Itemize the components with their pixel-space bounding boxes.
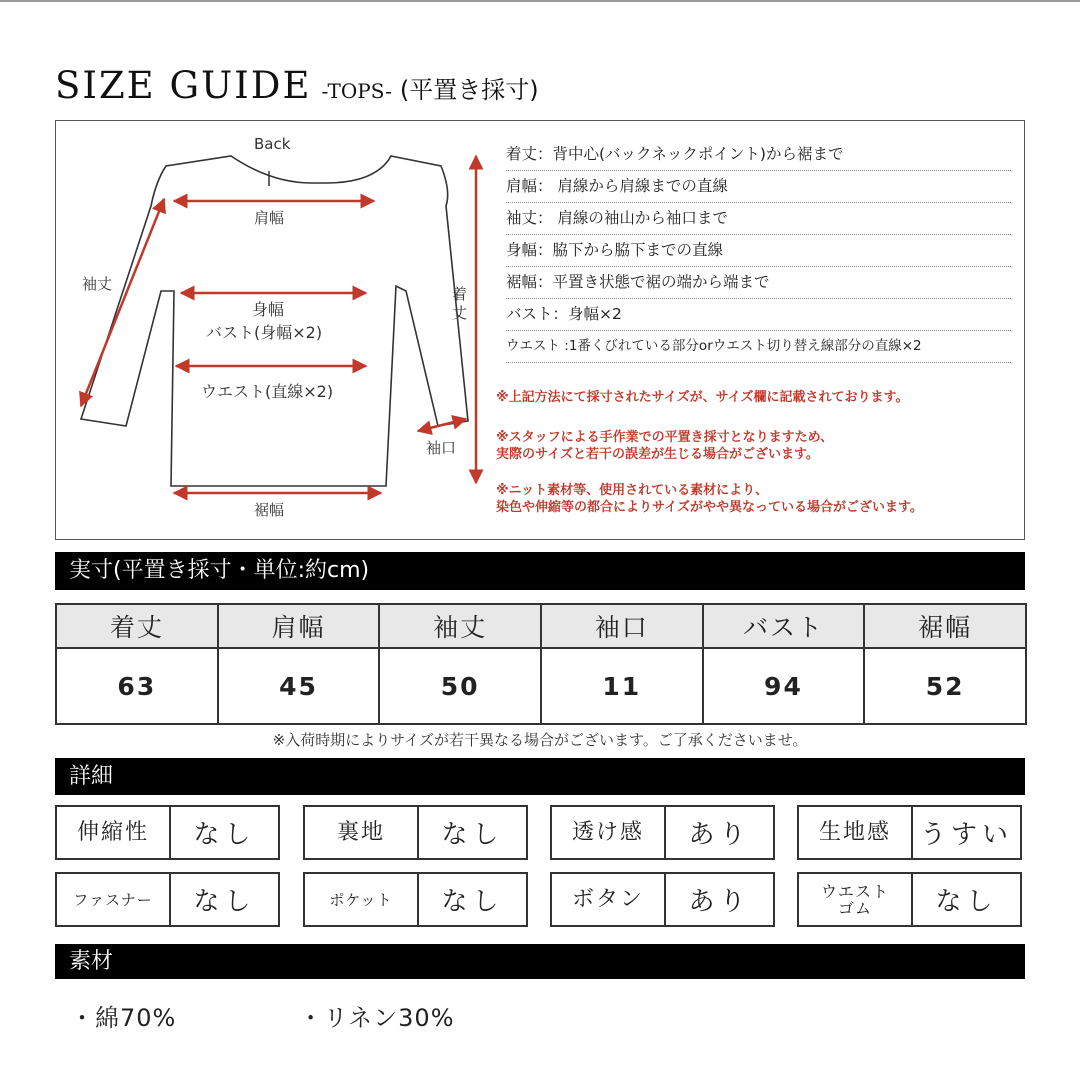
detail-value: あり: [688, 887, 751, 917]
materials-list: [70, 998, 455, 1033]
bust-label: バスト(身幅×2): [206, 323, 323, 342]
detail-cell: [797, 872, 1022, 927]
size-header: バスト: [703, 604, 865, 648]
size-header: 袖口: [541, 604, 703, 648]
material-item: ・リネン30%: [298, 1004, 455, 1032]
detail-label: ウエスト ゴム: [799, 874, 913, 925]
legend-item: 袖丈： 肩線の袖山から袖口まで: [506, 203, 1011, 235]
size-diagram-box: [55, 120, 1025, 540]
detail-label: ボタン: [552, 874, 666, 925]
sleeve-label: 袖丈: [82, 275, 113, 293]
detail-cell: [550, 805, 775, 860]
size-table-value-row: [56, 648, 1026, 724]
detail-value: なし: [935, 887, 998, 917]
materials-heading: 素材: [55, 944, 1025, 979]
size-value: 11: [541, 648, 703, 724]
length-label-2: 丈: [452, 304, 468, 322]
cuff-label: 袖口: [426, 439, 457, 457]
title-paren: (平置き採寸): [399, 76, 539, 104]
detail-label: 生地感: [799, 807, 913, 858]
title-main: SIZE GUIDE: [55, 64, 312, 107]
waist-label: ウエスト(直線×2): [201, 382, 334, 401]
page-title: [55, 64, 539, 107]
details-heading: 詳細: [55, 758, 1025, 795]
size-table: [55, 603, 1027, 725]
legend-item: 着丈：背中心(バックネックポイント)から裾まで: [506, 139, 1011, 171]
detail-cell: [797, 805, 1022, 860]
note-1: ※上記方法にて採寸されたサイズが、サイズ欄に記載されております。: [496, 390, 909, 405]
detail-cell: [303, 805, 528, 860]
shoulder-label: 肩幅: [254, 209, 285, 227]
note-2: ※スタッフによる手作業での平置き採寸となりますため、 実際のサイズと若干の誤差が生じる場合がございます。: [496, 430, 834, 462]
size-section-heading: 実寸(平置き採寸・単位:約cm): [55, 552, 1025, 590]
detail-value: あり: [688, 820, 751, 850]
size-header: 着丈: [56, 604, 218, 648]
detail-value: なし: [193, 820, 256, 850]
detail-label: 裏地: [305, 807, 419, 858]
detail-value: なし: [193, 887, 256, 917]
length-label-1: 着: [452, 285, 468, 303]
size-value: 94: [703, 648, 865, 724]
legend-item: 肩幅： 肩線から肩線までの直線: [506, 171, 1011, 203]
detail-label: ポケット: [305, 874, 419, 925]
cuff-arrow: [418, 419, 466, 431]
sleeve-arrow: [81, 199, 164, 406]
legend-item: 裾幅：平置き状態で裾の端から端まで: [506, 267, 1011, 299]
size-table-header-row: [56, 604, 1026, 648]
size-value: 45: [218, 648, 380, 724]
body-width-label: 身幅: [252, 300, 285, 319]
detail-value: なし: [441, 820, 504, 850]
detail-label: 透け感: [552, 807, 666, 858]
size-note: ※入荷時期によりサイズが若干異なる場合がございます。ご了承くださいませ。: [272, 731, 808, 749]
detail-label: 伸縮性: [57, 807, 171, 858]
legend-item: バスト：身幅×2: [506, 299, 1011, 331]
legend-item: ウエスト :1番くびれている部分orウエスト切り替え線部分の直線×2: [506, 331, 1011, 363]
top-divider: [0, 0, 1080, 2]
legend-item: 身幅：脇下から脇下までの直線: [506, 235, 1011, 267]
material-item: ・綿70%: [70, 1004, 177, 1032]
size-value: 63: [56, 648, 218, 724]
size-value: 50: [379, 648, 541, 724]
size-header: 袖丈: [379, 604, 541, 648]
note-3: ※ニット素材等、使用されている素材により、 染色や伸縮等の都合によりサイズがやや異なっている場合がございます。: [496, 483, 923, 515]
detail-label: ファスナー: [57, 874, 171, 925]
detail-value: なし: [441, 887, 504, 917]
measurement-legend: [506, 139, 1011, 363]
detail-cell: [550, 872, 775, 927]
size-header: 裾幅: [864, 604, 1026, 648]
size-header: 肩幅: [218, 604, 380, 648]
detail-cell: [55, 805, 280, 860]
back-label: Back: [254, 135, 291, 153]
hem-label: 裾幅: [254, 501, 285, 519]
detail-cell: [303, 872, 528, 927]
title-sub: -TOPS-: [321, 79, 392, 103]
size-value: 52: [864, 648, 1026, 724]
detail-value: うすい: [919, 820, 1013, 850]
detail-cell: [55, 872, 280, 927]
